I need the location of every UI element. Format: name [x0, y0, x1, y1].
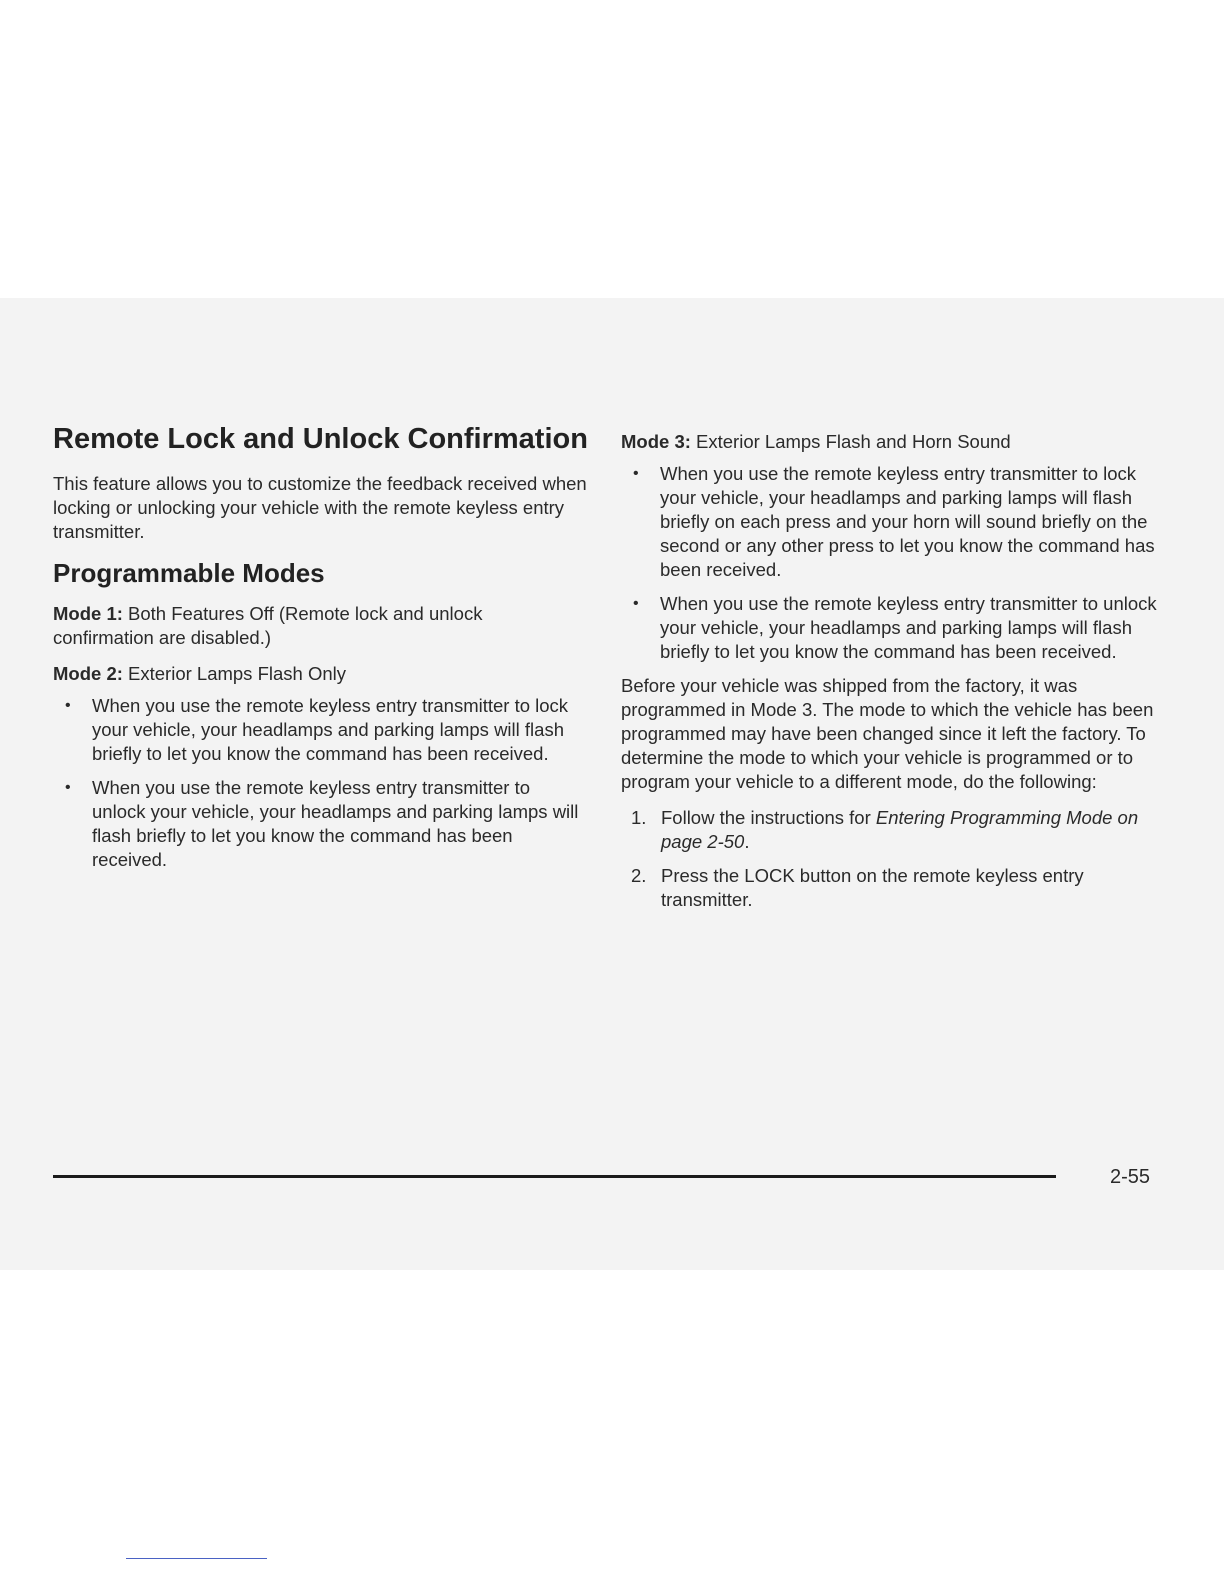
bullet-text: When you use the remote keyless entry transmitter to unlock your vehicle, your headlamps and parking lamps will flash briefly to let you know the command has been received. — [660, 593, 1157, 662]
step-number: 2. — [631, 865, 647, 886]
intro-paragraph: This feature allows you to customize the feedback received when locking or unlocking your vehicle with the remote keyless entry transmitter. — [53, 473, 587, 542]
step-text: Follow the instructions for — [661, 807, 876, 828]
mode-1-paragraph — [53, 602, 588, 650]
mode-3-label: Mode 3: — [621, 431, 691, 452]
mode-1-text: Both Features Off (Remote lock and unlock confirmation are disabled.) — [53, 603, 483, 648]
bullet-icon: • — [633, 465, 639, 482]
mode-2-text: Exterior Lamps Flash Only — [122, 663, 346, 684]
bullet-icon: • — [633, 595, 639, 612]
section-heading: Programmable Modes — [53, 558, 325, 588]
mode-1-label: Mode 1: — [53, 603, 123, 624]
list-item — [621, 462, 1161, 582]
mode-2-label: Mode 2: — [53, 663, 123, 684]
right-column — [621, 430, 1161, 922]
footer-rule — [53, 1175, 1056, 1178]
page-title: Remote Lock and Unlock Confirmation — [53, 423, 588, 455]
list-item — [621, 864, 1161, 912]
steps-list — [621, 806, 1161, 912]
page-number: 2-55 — [1110, 1166, 1151, 1188]
mode-2-paragraph — [53, 662, 588, 686]
bullet-icon: • — [65, 779, 71, 796]
list-item — [53, 776, 588, 872]
step-number: 1. — [631, 807, 647, 828]
factory-paragraph: Before your vehicle was shipped from the factory, it was programmed in Mode 3. The mode to which the vehicle has been programmed may have been changed since it left the factory. To determine the mode to which your vehicle is programmed or to program your vehicle to a different mode, do the following: — [621, 675, 1154, 792]
mode-3-paragraph — [621, 430, 1161, 454]
mode-3-bullet-list — [621, 462, 1161, 664]
left-column — [53, 420, 588, 882]
step-text: Press the LOCK button on the remote keyless entry transmitter. — [661, 865, 1084, 910]
bullet-text: When you use the remote keyless entry transmitter to lock your vehicle, your headlamps and parking lamps will flash briefly on each press and your horn will sound briefly on the second or any other press to let you know the command has been received. — [660, 463, 1155, 580]
mode-3-text: Exterior Lamps Flash and Horn Sound — [690, 431, 1011, 452]
link-underline — [126, 1558, 267, 1559]
list-item — [621, 592, 1161, 664]
cross-reference-link[interactable]: Entering Programming Mode on page 2-50 — [661, 807, 1139, 852]
bullet-text: When you use the remote keyless entry transmitter to lock your vehicle, your headlamps and parking lamps will flash briefly to let you know the command has been received. — [92, 695, 569, 764]
mode-2-bullet-list — [53, 694, 588, 872]
bullet-icon: • — [65, 697, 71, 714]
list-item — [53, 694, 588, 766]
step-text-end: . — [744, 831, 750, 852]
list-item — [621, 806, 1161, 854]
bullet-text: When you use the remote keyless entry transmitter to unlock your vehicle, your headlamps and parking lamps will flash briefly to let you know the command has been received. — [92, 777, 579, 870]
